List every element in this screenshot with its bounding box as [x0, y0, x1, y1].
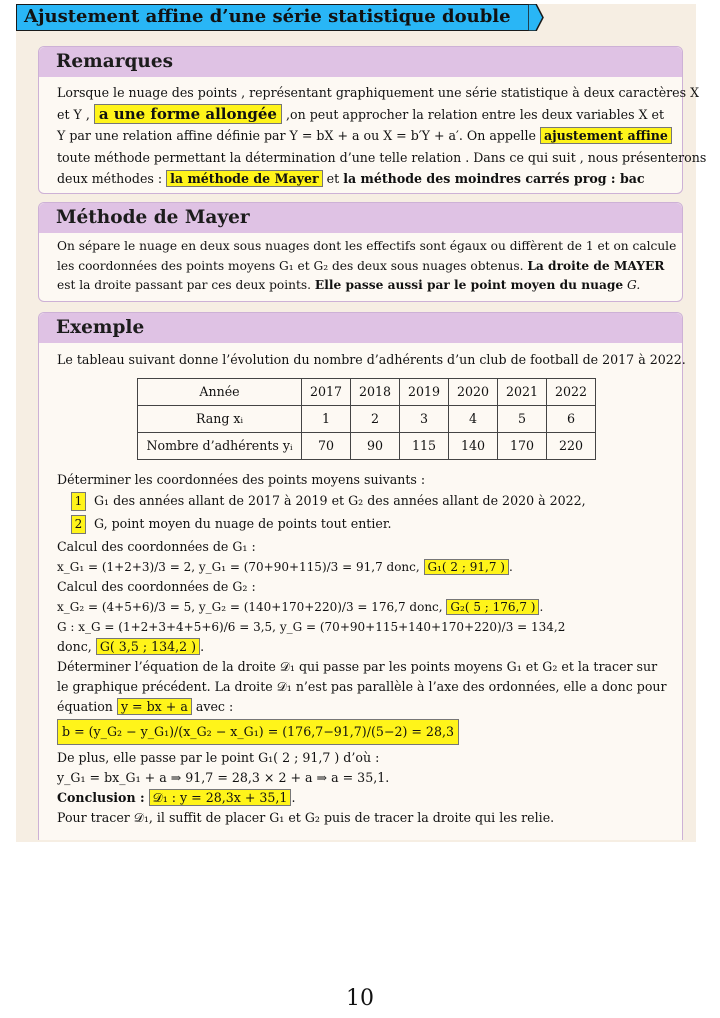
- table-row-label: Année: [138, 379, 302, 406]
- remarques-line-2b: ,on peut approcher la relation entre les deux variables X et: [286, 106, 665, 122]
- calc-g2-formula: x_G₂ = (4+5+6)/3 = 5, y_G₂ = (140+170+220)/3 = 176,7 donc,: [57, 600, 443, 614]
- mayer-heading: Méthode de Mayer: [39, 203, 682, 233]
- question-text: G, point moyen du nuage de points tout entier.: [94, 516, 392, 531]
- list-item: [71, 514, 664, 534]
- equation-line-3b: avec :: [195, 699, 234, 714]
- mayer-line-3: [57, 276, 664, 296]
- title-arrow-icon: [528, 4, 544, 31]
- remarques-line-5b: et: [326, 171, 340, 186]
- calc-g2-title: Calcul des coordonnées de G₂ :: [57, 579, 256, 594]
- table-cell: 2021: [498, 379, 547, 406]
- table-cell: 2017: [302, 379, 351, 406]
- mayer-line-1: On sépare le nuage en deux sous nuages dont les effectifs sont égaux ou diffèrent de 1 et on calcule: [57, 239, 677, 253]
- conclusion-line: Conclusion : 𝒟₁ : y = 28,3x + 35,1 .: [57, 790, 296, 805]
- calc-g1-title: Calcul des coordonnées de G₁ :: [57, 539, 256, 554]
- table-cell: 70: [302, 433, 351, 460]
- table-cell: 2020: [449, 379, 498, 406]
- highlight-ajustement-affine: ajustement affine: [540, 127, 672, 144]
- equation-line-3a: équation: [57, 699, 113, 714]
- remarques-line-3a: Y par une relation affine définie par Y = bX + a ou X = b′Y + a′. On appelle: [57, 128, 536, 143]
- page-number: 10: [346, 986, 374, 1011]
- conclusion-label: Conclusion :: [57, 790, 145, 805]
- question-number: 1: [71, 492, 86, 511]
- mayer-line-3c: G.: [627, 278, 641, 292]
- remarques-line-2: [57, 104, 664, 126]
- mayer-box: [38, 202, 683, 302]
- mayer-text: [39, 233, 682, 296]
- calc-g2: x_G₂ = (4+5+6)/3 = 5, y_G₂ = (140+170+220)/3 = 176,7 donc, G₂( 5 ; 176,7 ) .: [57, 600, 544, 614]
- adherents-table: [137, 378, 596, 460]
- exemple-intro: Le tableau suivant donne l’évolution du nombre d’adhérents d’un club de football de 2017 à 2022.: [57, 352, 686, 367]
- calc-g1-formula: x_G₁ = (1+2+3)/3 = 2, y_G₁ = (70+90+115)/3 = 91,7 donc,: [57, 560, 420, 574]
- remarques-heading: Remarques: [39, 47, 682, 77]
- mayer-line-2a: les coordonnées des points moyens G₁ et G₂ des deux sous nuages obtenus.: [57, 258, 524, 273]
- table-row-label: Rang xᵢ: [138, 406, 302, 433]
- mayer-line-3a: est la droite passant par ces deux points.: [57, 278, 312, 292]
- remarques-line-5: [57, 168, 664, 190]
- result-conclusion: 𝒟₁ : y = 28,3x + 35,1: [149, 789, 292, 806]
- table-cell: 3: [400, 406, 449, 433]
- remarques-line-1: Lorsque le nuage des points , représentant graphiquement une série statistique à deux caractères X: [57, 85, 700, 100]
- table-row: [138, 406, 596, 433]
- remarques-line-3: [57, 125, 668, 147]
- table-row-label: Nombre d’adhérents yᵢ: [138, 433, 302, 460]
- result-b: b = (y_G₂ − y_G₁)/(x_G₂ − x_G₁) = (176,7−91,7)/(5−2) = 28,3: [57, 719, 459, 745]
- question-text: G₁ des années allant de 2017 à 2019 et G₂ des années allant de 2020 à 2022,: [94, 493, 586, 508]
- deplus-line: De plus, elle passe par le point G₁( 2 ; 91,7 ) d’où :: [57, 750, 380, 765]
- b-formula-line: [57, 719, 664, 745]
- calc-g-result-line: donc, G( 3,5 ; 134,2 ) .: [57, 639, 205, 654]
- remarques-line-5c: la méthode des moindres carrés prog : bac: [343, 171, 645, 186]
- table-cell: 4: [449, 406, 498, 433]
- exemple-box: [38, 312, 686, 840]
- question-number: 2: [71, 515, 86, 534]
- list-item: [71, 491, 664, 511]
- equation-line-2: le graphique précédent. La droite 𝒟₁ n’est pas parallèle à l’axe des ordonnées, elle a donc pour: [57, 679, 667, 694]
- exemple-heading: Exemple: [39, 313, 682, 343]
- table-cell: 90: [351, 433, 400, 460]
- table-row: [138, 379, 596, 406]
- mayer-line-2b: La droite de MAYER: [527, 258, 665, 273]
- table-cell: 115: [400, 433, 449, 460]
- remarques-box: [38, 46, 707, 194]
- table-cell: 2018: [351, 379, 400, 406]
- table-cell: 1: [302, 406, 351, 433]
- table-row: [138, 433, 596, 460]
- table-cell: 2019: [400, 379, 449, 406]
- equation-line-3: [57, 697, 664, 717]
- highlight-equation: y = bx + a: [117, 698, 192, 715]
- highlight-forme-allongee: a une forme allongée: [94, 104, 282, 124]
- exemple-text: [39, 343, 686, 828]
- page-title: Ajustement affine d’une série statistique double: [16, 4, 536, 31]
- result-g1: G₁( 2 ; 91,7 ): [424, 559, 509, 575]
- table-cell: 140: [449, 433, 498, 460]
- table-cell: 2: [351, 406, 400, 433]
- remarques-line-4: toute méthode permettant la détermination d’une telle relation . Dans ce qui suit , nous présenterons: [57, 149, 707, 165]
- table-cell: 170: [498, 433, 547, 460]
- final-line: Pour tracer 𝒟₁, il suffit de placer G₁ et G₂ puis de tracer la droite qui les relie.: [57, 810, 555, 825]
- calc-g-donc: donc,: [57, 639, 92, 654]
- calc-g1: x_G₁ = (1+2+3)/3 = 2, y_G₁ = (70+90+115)/3 = 91,7 donc, G₁( 2 ; 91,7 ) .: [57, 560, 513, 574]
- remarques-line-2a: et Y ,: [57, 106, 90, 122]
- table-cell: 2022: [547, 379, 596, 406]
- deplus-line-2: y_G₁ = bx_G₁ + a ⇒ 91,7 = 28,3 × 2 + a ⇒ a = 35,1.: [57, 770, 390, 785]
- table-cell: 5: [498, 406, 547, 433]
- mayer-line-3b: Elle passe aussi par le point moyen du nuage: [314, 278, 624, 292]
- question-intro: Déterminer les coordonnées des points moyens suivants :: [57, 472, 426, 487]
- calc-g: G : x_G = (1+2+3+4+5+6)/6 = 3,5, y_G = (70+90+115+140+170+220)/3 = 134,2: [57, 620, 566, 634]
- result-g2: G₂( 5 ; 176,7 ): [446, 599, 539, 615]
- remarques-text: [39, 77, 707, 190]
- remarques-line-5a: deux méthodes :: [57, 171, 163, 186]
- equation-line-1: Déterminer l’équation de la droite 𝒟₁ qui passe par les points moyens G₁ et G₂ et la tracer sur: [57, 659, 658, 674]
- table-cell: 220: [547, 433, 596, 460]
- result-g: G( 3,5 ; 134,2 ): [96, 638, 200, 655]
- highlight-methode-mayer: la méthode de Mayer: [166, 170, 323, 187]
- table-cell: 6: [547, 406, 596, 433]
- mayer-line-2: [57, 257, 664, 277]
